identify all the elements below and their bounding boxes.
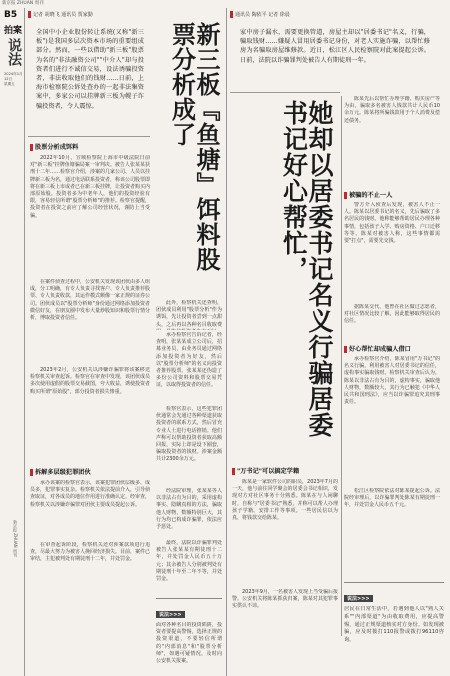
center-divider (226, 8, 227, 676)
left-body-5: 在审查起诉阶段，检察机关还对涉案款项进行追查，尽最大努力为被害人挽回经济损失。目前，案件已审结，主犯被判处有期徒刑十二年，并处罚金。 (30, 542, 150, 563)
right-note-box (344, 582, 444, 670)
right-body-4: 警方介入侦查后发现，被害人不止一人。陈某以居委书记的名义，先后骗取了多名居民的钱财。他称能够帮助居民办理各种事情，包括孩子入学、购房资格、户口迁移等等。陈某对被害人称，这些事情都需要"打点"，需要先交钱。 (344, 202, 440, 245)
right-body-6: 承办检察官介绍，陈某冒用"万书记"的名义行骗，利用被害人对居委书记的信任，虚构事实骗取钱财。检察机关审查后认为，陈某以非法占有为目的，虚构事实，骗取他人财物，数额较大，其行为已触犯《中华人民共和国刑法》，应当以诈骗罪追究其刑事责任。 (344, 356, 440, 406)
left-subhead-1-text: 股票分析成饵料 (35, 144, 79, 151)
left-subhead-2-text: 拆解多层级犯罪团伙 (35, 469, 91, 476)
left-lead-text: 全国中小企业股份转让系统(又称"新三板")是我国多层次资本市场的重要组成部分。然而，一些以借助"新三板"股票为名的"非法融资公司""中介人"却与投资者们进行不诚信交易，设法诱骗投资者，非法收取他们的钱财……日前，上海市检察院公诉处查办的一起非法集资案中，多家公司以挂牌新三板为幌子诈骗投资者，令人震惊。 (36, 29, 144, 110)
margin-divider (24, 8, 25, 676)
mid-body-4: 经法院审理，张某某等人以非法占有为目的，采用虚构事实、隐瞒真相的方法，骗取他人财物，数额特别巨大，其行为均已构成诈骗罪，依法应予惩处。 (156, 488, 222, 531)
right-body-5: 据陈某交代，他曾在社区做过志愿者，对社区情况比较了解，因此能够取得居民的信任。 (344, 304, 440, 325)
mid-body-1: 此外，检察机关还查明，团伙成员利用"股票分析"作为诱饵，先让投资者尝到一点甜头，之后再以各种名目收取费 (156, 300, 222, 328)
right-subhead-2 (344, 190, 440, 199)
right-body-7: 松江区检察院依法对陈某提起公诉。法院经审理后，以诈骗罪判处陈某有期徒刑一年，并处罚金人民币五千元。 (344, 488, 440, 509)
right-body-1: 陈某是一家软件公司的职员，2023年7月的一天，他与前往同学聚会的居委会书记相识，发现对方对社区事务十分熟悉。陈某在与人闲聊时，自称与"居委书记"熟悉，并称可以帮人办理孩子学籍、安排工作等事项。一些居民信以为真，将钱款交给陈某。 (232, 479, 338, 522)
subhead-mark (232, 468, 235, 475)
left-subhead-2 (30, 467, 150, 476)
right-column-2 (344, 96, 440, 528)
section-name: 拍案 (4, 26, 23, 36)
right-byline (230, 11, 430, 18)
byline-mark (28, 11, 31, 18)
section-code: B5 (4, 10, 18, 20)
right-subhead-3 (344, 344, 440, 353)
left-body-2: 在案件侦查过程中，公安机关发现该团伙由多人组成，分工明确，有专人负责寻找客户、专人负责推荐股票、专人负责收款，其运作模式颇像一家正规的证券公司。团伙成员以"股票分析师"身份通过网络添加投资者微信好友，在朋友圈中发布大量炒股知识和股票行情分析，博取投资者信任。 (30, 279, 150, 322)
right-byline-text: 通讯员 陶依平 记者 徐晨 (235, 12, 290, 18)
left-note-title: 说法>>> (156, 611, 185, 618)
right-subhead-1-text: "万书记"可以搞定学籍 (237, 468, 300, 475)
left-headline-text: 新三板『鱼塘』饵料股票分析成了 (167, 22, 221, 272)
left-body-3: 2023年2月，公安机关以涉嫌诈骗罪将该案移送检察机关审查起诉。检察官在审查中发现，该团伙成员多次使用虚假的股票交易截图，夸大收益，诱使投资者购买所谓"原始股"，部分投资者损失惨重。 (30, 367, 150, 395)
left-note-text: 面对各种名目的投资陷阱，投资者要提高警惕，选择正规的投资渠道，不要轻信所谓的"内部消息"和"股票分析师"，如遇可疑情况，及时向公安机关报案。 (156, 622, 222, 665)
left-body-1: 2022年10月，宣城检察院上海市中级法院日前对"新三板"挂牌鱼塘骗局案一审判决。被告人张某某获刑十二年……检察官介绍，涉案的几家公司、人员以挂牌新三板为名，通过电话联系投资者，称该公司股票即将在新三板上市或者已在新三板挂牌，让投资者购买内部原始股。投资者多为中老年人，他们的投资经验有限，容易轻信所谓"股票分析师"的推荐。检察官提醒，投资者在投资之前应了解公司经营状况，谨防上当受骗。 (30, 155, 150, 219)
subhead-mark (30, 144, 33, 151)
right-body-2: 陈某先后以帮忙办理学籍、购买房产等为由，骗取多名被害人钱款共计人民币10余万元。陈某将所骗钱款用于个人消费及偿还债务。 (344, 96, 440, 124)
right-lead-text: 家中房子漏水，需要更换管道，房屋主却以"居委书记"名义，行骗，骗取钱财……嫌疑人冒用居委书记身份，对老人实施诈骗，以帮忙修房为名骗取房屋维修款。近日，松江区人民检察院对此案提起公诉。日前，法院以诈骗罪判处被告人有期徒刑一年。 (240, 29, 430, 64)
right-lead-rule (230, 92, 340, 93)
left-byline-text: 记者 胡晓飞 通讯员 贾家勤 (33, 12, 93, 18)
section-marker (4, 10, 24, 87)
page-header (0, 0, 450, 6)
right-column-1 (232, 466, 338, 649)
mid-body-2: 承办检察官告诉记者，经查明，张某某成立公司后，招募业务员，由业务员通过网络添加投资者为好友，然后以"股票分析师"的名义向投资者推荐股票。张某某还伪造了多份公司资料和股票交易凭证，以取得投资者的信任。 (156, 332, 222, 389)
right-subhead-3-text: 好心帮忙却成骗人借口 (349, 346, 411, 353)
issue-date: 2024年1月12日 (4, 72, 23, 81)
left-byline (28, 11, 223, 18)
right-note-title: 说法>>> (344, 595, 373, 602)
section-sub: 说法 (6, 38, 22, 66)
subhead-mark (30, 469, 33, 476)
right-lead (240, 28, 430, 84)
margin-print (4, 520, 18, 660)
right-subhead-2-text: 被骗的不止一人 (349, 192, 393, 199)
page-header-text: 新京报 ZHUAN 周刊 (2, 1, 44, 6)
right-body-3: 2023年9月，一名被害人发现上当受骗后报警。公安机关将陈某抓获归案，陈某对其犯罪事实供认不讳。 (232, 589, 338, 610)
subhead-mark (344, 192, 347, 199)
right-headline-text: 她却以居委书记名义行骗居委书记好心帮忙， (279, 100, 334, 438)
right-subhead-1 (232, 466, 338, 475)
mid-body-3: 检察官表示，这些犯罪团伙通常会先通过各种渠道获取投资者的联系方式，然后冒充专业人士进行电话推销。他们声称可以帮助投资者获取高额回报，实际上却是设下圈套，骗取投资者的钱财。涉案金额共计2300余万元。 (156, 406, 222, 463)
issue-weekday: 星期五 (4, 82, 15, 86)
left-column-1 (30, 142, 150, 600)
left-lead (36, 28, 144, 128)
right-inner-divider (341, 96, 342, 636)
left-subhead-1 (30, 142, 150, 151)
left-headline (162, 22, 221, 292)
byline-mark (230, 11, 233, 18)
left-column-2 (156, 300, 222, 590)
right-headline (232, 100, 332, 460)
right-note-text: 居民在日常生活中，若遇到他人以"熟人关系""内部渠道"为由收取费用，应提高警惕，通过正规渠道核实对方身份。如发现被骗，应及时拨打110报警或拨打96110咨询。 (344, 606, 444, 644)
mid-body-5: 最终，法院以诈骗罪判处被告人张某某有期徒刑十二年，并处罚金人民币五十万元；其余被告人分别被判处有期徒刑十年至二年不等，并处罚金。 (156, 540, 222, 583)
left-lead-rule (28, 136, 150, 137)
left-note-box (156, 598, 222, 668)
margin-print-text: 新京报 ZHUAN 周刊 (13, 520, 18, 557)
left-body-4: 承办该案的检察官表示，该案犯罪团伙层级多、成员多，犯罪事实复杂。检察机关依法提前介入，引导侦查取证，对各成员的地位作用进行准确认定。经审查，检察机关以涉嫌诈骗罪对团伙主要成员提起公诉。 (30, 480, 150, 508)
subhead-mark (344, 346, 347, 353)
